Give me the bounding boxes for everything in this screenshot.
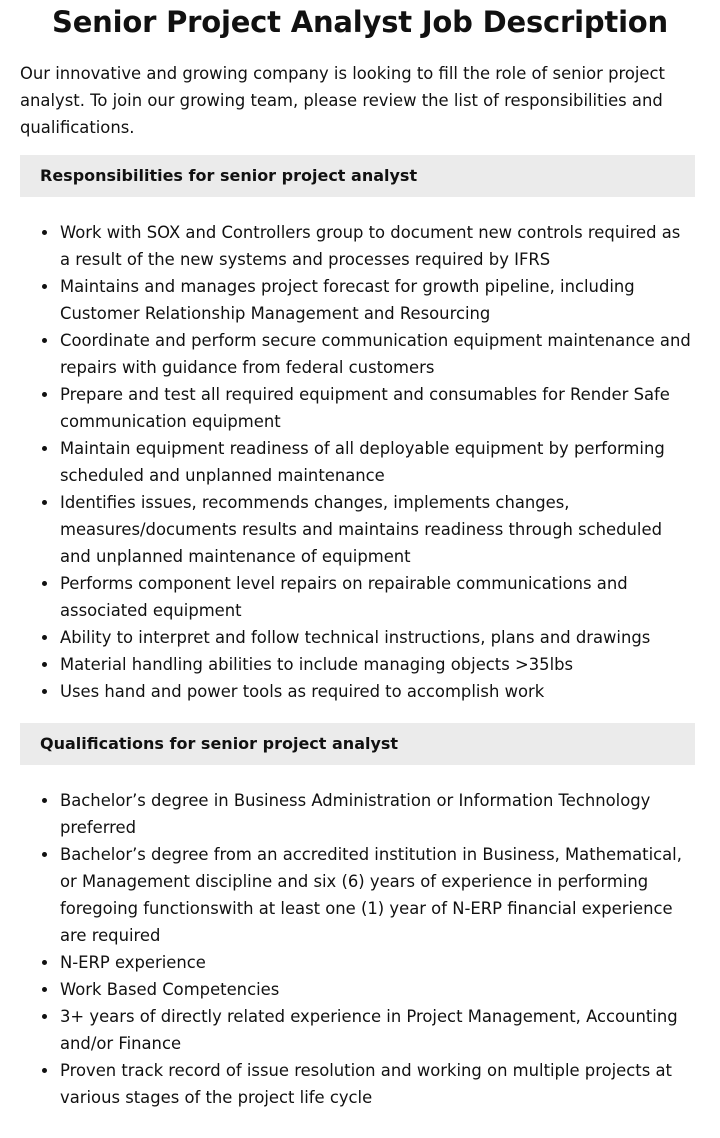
- qualifications-list: [20, 787, 695, 1111]
- responsibilities-heading: Responsibilities for senior project analyst: [20, 155, 695, 197]
- intro-paragraph: Our innovative and growing company is looking to fill the role of senior project analyst. To join our growing team, please review the list of responsibilities and qualifications.: [20, 64, 665, 137]
- responsibility-item: Ability to interpret and follow technical instructions, plans and drawings: [20, 624, 695, 651]
- qualification-item: Bachelor’s degree in Business Administration or Information Technology preferred: [20, 787, 695, 841]
- responsibility-item: Material handling abilities to include managing objects >35lbs: [20, 651, 695, 678]
- qualification-item: Bachelor’s degree from an accredited institution in Business, Mathematical, or Management discipline and six (6) years of experience in performing foregoing functionswith at least one (1) year of N-ERP financial experience are required: [20, 841, 695, 949]
- responsibility-item: Maintains and manages project forecast for growth pipeline, including Customer Relationship Management and Resourcing: [20, 273, 695, 327]
- qualification-item: Work Based Competencies: [20, 976, 695, 1003]
- responsibility-item: Prepare and test all required equipment and consumables for Render Safe communication equipment: [20, 381, 695, 435]
- responsibility-item: Performs component level repairs on repairable communications and associated equipment: [20, 570, 695, 624]
- responsibility-item: Work with SOX and Controllers group to document new controls required as a result of the new systems and processes required by IFRS: [20, 219, 695, 273]
- responsibility-item: Coordinate and perform secure communication equipment maintenance and repairs with guidance from federal customers: [20, 327, 695, 381]
- responsibility-item: Maintain equipment readiness of all deployable equipment by performing scheduled and unplanned maintenance: [20, 435, 695, 489]
- qualification-item: N-ERP experience: [20, 949, 695, 976]
- qualification-item: Proven track record of issue resolution and working on multiple projects at various stages of the project life cycle: [20, 1057, 695, 1111]
- page-title: Senior Project Analyst Job Description: [52, 5, 668, 39]
- responsibility-item: Identifies issues, recommends changes, implements changes, measures/documents results and maintains readiness through scheduled and unplanned maintenance of equipment: [20, 489, 695, 570]
- responsibilities-list: [20, 219, 695, 705]
- responsibility-item: Uses hand and power tools as required to accomplish work: [20, 678, 695, 705]
- qualifications-heading: Qualifications for senior project analyst: [20, 723, 695, 765]
- qualification-item: 3+ years of directly related experience in Project Management, Accounting and/or Finance: [20, 1003, 695, 1057]
